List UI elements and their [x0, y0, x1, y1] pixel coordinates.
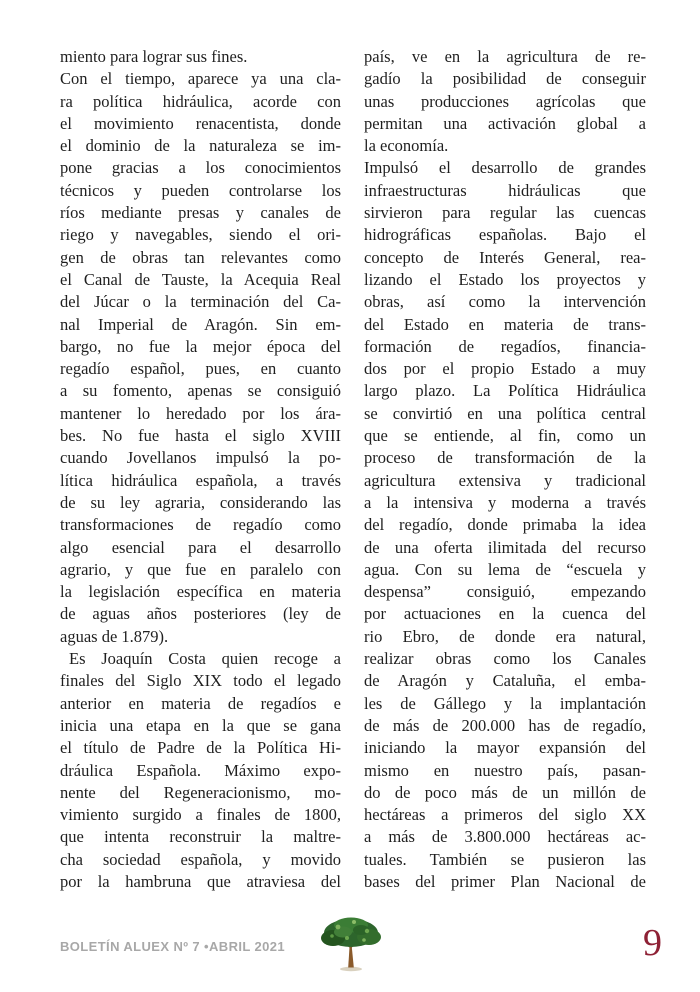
- text-line: concepto de Interés General, rea-: [364, 247, 646, 267]
- text-line: transformaciones de regadío como: [60, 515, 341, 535]
- text-line: que intenta reconstruir la maltre-: [60, 827, 341, 847]
- text-line: se convirtió en una política central: [364, 403, 646, 423]
- text-line: el movimiento renacentista, donde: [60, 113, 341, 133]
- text-line: el dominio de la naturaleza se im-: [60, 136, 341, 156]
- text-line: largo plazo. La Política Hidráulica: [364, 381, 646, 401]
- text-line: formación de regadíos, financia-: [364, 336, 646, 356]
- text-line: del Júcar o la terminación del Ca-: [60, 292, 341, 312]
- article-left-column: [60, 46, 341, 893]
- text-line: de una oferta ilimitada del recurso: [364, 537, 646, 557]
- text-line: anterior en materia de regadíos e: [60, 693, 341, 713]
- text-line: finales del Siglo XIX todo el legado: [60, 671, 341, 691]
- text-line: dráulica Española. Máximo expo-: [60, 760, 341, 780]
- text-line: ra política hidráulica, acorde con: [60, 91, 341, 111]
- text-line: riego y navegables, siendo el ori-: [60, 225, 341, 245]
- text-line: infraestructuras hidráulicas que: [364, 180, 646, 200]
- text-line: realizar obras como los Canales: [364, 649, 646, 669]
- oak-tree-logo-icon: [320, 914, 382, 976]
- text-line: de Aragón y Cataluña, el emba-: [364, 671, 646, 691]
- text-line: algo esencial para el desarrollo: [60, 537, 341, 557]
- text-line: lítica hidráulica española, a través: [60, 470, 341, 490]
- text-line: iniciando la mayor expansión del: [364, 738, 646, 758]
- text-line: mantener lo heredado por los ára-: [60, 403, 341, 423]
- text-line: ríos mediante presas y canales de: [60, 203, 341, 223]
- text-line: cuando Jovellanos impulsó la po-: [60, 448, 341, 468]
- text-line: unas producciones agrícolas que: [364, 91, 646, 111]
- text-line: inicia una etapa en la que se gana: [60, 715, 341, 735]
- text-line: vimiento surgido a finales de 1800,: [60, 805, 341, 825]
- text-line: despensa” consiguió, empezando: [364, 582, 646, 602]
- text-line: de aguas años posteriores (ley de: [60, 604, 341, 624]
- text-line: Es Joaquín Costa quien recoge a: [69, 649, 341, 669]
- text-line: permitan una activación global a: [364, 113, 646, 133]
- text-line: de más de 200.000 has de regadío,: [364, 715, 646, 735]
- text-line: a la intensiva y moderna a través: [364, 492, 646, 512]
- text-line: do de poco más de un millón de: [364, 782, 646, 802]
- text-line: tuales. También se pusieron las: [364, 849, 646, 869]
- text-line: proceso de transformación de la: [364, 448, 646, 468]
- text-line: mismo en nuestro país, pasan-: [364, 760, 646, 780]
- text-line: Con el tiempo, aparece ya una cla-: [60, 69, 341, 89]
- text-line: aguas de 1.879).: [60, 626, 169, 646]
- text-line: el título de Padre de la Política Hi-: [60, 738, 341, 758]
- text-line: país, ve en la agricultura de re-: [364, 47, 646, 66]
- text-line: bases del primer Plan Nacional de: [364, 871, 646, 891]
- text-line: obras, así como la intervención: [364, 292, 646, 312]
- text-line: a su fomento, apenas se consiguió: [60, 381, 341, 401]
- text-line: bes. No fue hasta el siglo XVIII: [60, 426, 341, 446]
- text-line: cha sociedad española, y movido: [60, 849, 341, 869]
- text-line: agua. Con su lema de “escuela y: [364, 559, 646, 579]
- text-line: miento para lograr sus fines.: [60, 47, 248, 66]
- text-line: lizando el Estado los proyectos y: [364, 269, 646, 289]
- text-line: la economía.: [364, 136, 449, 156]
- text-line: pone gracias a los conocimientos: [60, 158, 341, 178]
- text-line: gadío la posibilidad de conseguir: [364, 69, 646, 89]
- text-line: sirvieron para regular las cuencas: [364, 203, 646, 223]
- text-line: que se entiende, al fin, como un: [364, 426, 646, 446]
- text-line: agrario, y que fue en paralelo con: [60, 559, 341, 579]
- text-line: del regadío, donde primaba la idea: [364, 515, 646, 535]
- text-line: nente del Regeneracionismo, mo-: [60, 782, 341, 802]
- text-line: nal Imperial de Aragón. Sin em-: [60, 314, 341, 334]
- text-line: gen de obras tan relevantes como: [60, 247, 341, 267]
- article-right-column: [364, 46, 646, 893]
- text-line: de su ley agraria, considerando las: [60, 492, 341, 512]
- text-line: técnicos y pueden controlarse los: [60, 180, 341, 200]
- text-line: hectáreas a primeros del siglo XX: [364, 805, 646, 825]
- text-line: del Estado en materia de trans-: [364, 314, 646, 334]
- footer-issue-label: BOLETÍN ALUEX Nº 7 •ABRIL 2021: [60, 939, 286, 954]
- text-line: por actuaciones en la cuenca del: [364, 604, 646, 624]
- text-line: bargo, no fue la mejor época del: [60, 336, 341, 356]
- text-line: la legislación específica en materia: [60, 582, 341, 602]
- text-line: dos por el propio Estado a muy: [364, 359, 646, 379]
- text-line: agricultura extensiva y tradicional: [364, 470, 646, 490]
- page-number: 9: [643, 922, 662, 964]
- text-line: el Canal de Tauste, la Acequia Real: [60, 269, 341, 289]
- text-line: les de Gállego y la implantación: [364, 693, 646, 713]
- text-line: hidrográficas españolas. Bajo el: [364, 225, 646, 245]
- text-line: por la hambruna que atraviesa del: [60, 871, 341, 891]
- text-line: regadío español, pues, en cuanto: [60, 359, 341, 379]
- text-line: Impulsó el desarrollo de grandes: [364, 158, 646, 178]
- text-line: a más de 3.800.000 hectáreas ac-: [364, 827, 646, 847]
- text-line: rio Ebro, de donde era natural,: [364, 626, 646, 646]
